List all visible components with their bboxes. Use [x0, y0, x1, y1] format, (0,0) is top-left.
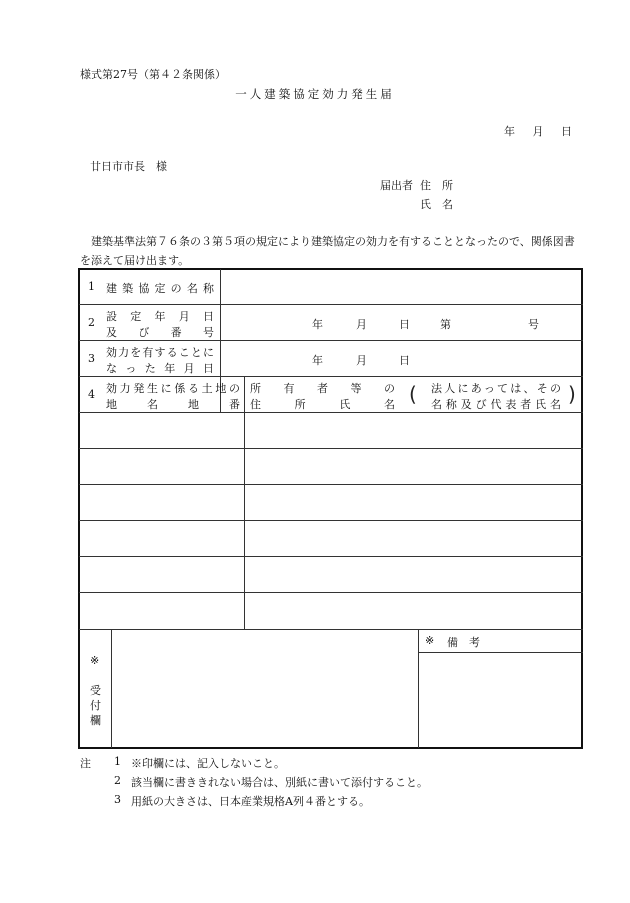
reception-divider [111, 629, 112, 748]
row2-month-label: 月 [356, 318, 367, 331]
page-title: 一人建築協定効力発生届 [235, 87, 395, 101]
land-lot-field[interactable] [80, 593, 243, 628]
reception-label-char: 欄 [90, 714, 101, 727]
row3-month-label: 月 [356, 354, 367, 367]
date-day-label: 日 [561, 125, 572, 138]
land-lot-field[interactable] [80, 449, 243, 483]
row3-number: 3 [88, 352, 95, 365]
left-brace-icon: ( [409, 382, 417, 406]
remarks-field[interactable] [420, 654, 582, 747]
reception-field [113, 631, 417, 747]
date-month-label: 月 [532, 125, 544, 138]
remarks-mark: ※ [425, 634, 435, 647]
row3-year-label: 年 [312, 354, 323, 367]
row1-number: 1 [88, 280, 95, 293]
note-text: ※印欄には、記入しないこと。 [131, 757, 285, 770]
remarks-column-divider [418, 629, 419, 748]
row-divider [79, 340, 583, 341]
note-text: 用紙の大きさは、日本産業規格A列４番とする。 [131, 795, 370, 808]
right-brace-icon: ) [568, 382, 576, 406]
reception-mark: ※ [90, 654, 100, 667]
owner-field[interactable] [245, 593, 582, 628]
owner-field[interactable] [245, 557, 582, 591]
owner-field[interactable] [245, 449, 582, 483]
row-divider [79, 376, 583, 377]
submission-date [504, 123, 572, 139]
submitter-name-line: 氏 名 [420, 198, 453, 211]
land-lot-field[interactable] [80, 521, 243, 555]
note-prefix: 注 [80, 757, 91, 770]
row3-label-line1: 効力を有することに [106, 346, 214, 359]
row1-label: 建築協定の名称 [106, 282, 214, 295]
row2-year-label: 年 [312, 318, 323, 331]
statement-text: 建築基準法第７６条の３第５項の規定により建築協定の効力を有することとなったので、関係図書を添えて届け出ます。 [80, 235, 575, 267]
submitter-address-label: 住 所 [420, 179, 453, 192]
row2-go-label: 号 [528, 318, 539, 331]
corporation-note-line1: 法人にあっては、その [431, 382, 561, 395]
row-divider [79, 304, 583, 305]
reception-label-char: 受 [90, 684, 101, 697]
date-year-label: 年 [504, 125, 515, 138]
row2-dai-label: 第 [440, 318, 451, 331]
row3-day-label: 日 [399, 354, 410, 367]
land-header-line1: 効力発生に係る土地の [106, 382, 240, 395]
submitter-label: 届出者 [380, 179, 413, 192]
note-number: 3 [114, 793, 121, 806]
note-number: 2 [114, 774, 121, 787]
addressee: 廿日市市長 様 [90, 160, 167, 173]
row2-label-line1: 設定年月日 [106, 310, 214, 323]
form-number: 様式第27号（第４２条関係） [80, 68, 226, 81]
owner-header-line2: 住所氏名 [250, 398, 395, 411]
corporation-note-line2: 名称及び代表者氏名 [431, 398, 561, 411]
reception-label-char: 付 [90, 699, 101, 712]
note-text: 該当欄に書ききれない場合は、別紙に書いて添付すること。 [131, 776, 428, 789]
land-lot-field[interactable] [80, 413, 243, 447]
note-number: 1 [114, 755, 121, 768]
row4-number: 4 [88, 388, 95, 401]
row3-label-line2: なった年月日 [106, 362, 214, 375]
owner-field[interactable] [245, 485, 582, 519]
row2-number: 2 [88, 316, 95, 329]
land-lot-field[interactable] [80, 557, 243, 591]
row-divider [79, 629, 583, 630]
owner-field[interactable] [245, 521, 582, 555]
submitter-address-line [380, 177, 453, 193]
owner-header-line1: 所有者等の [250, 382, 395, 395]
row2-day-label: 日 [399, 318, 410, 331]
agreement-name-field[interactable] [222, 270, 582, 303]
row2-label-line2: 及び番号 [106, 326, 214, 339]
owner-field[interactable] [245, 413, 582, 447]
land-header-line2: 地名地番 [106, 398, 240, 411]
remarks-label: 備 考 [447, 636, 480, 649]
remarks-divider [418, 652, 583, 653]
land-lot-field[interactable] [80, 485, 243, 519]
